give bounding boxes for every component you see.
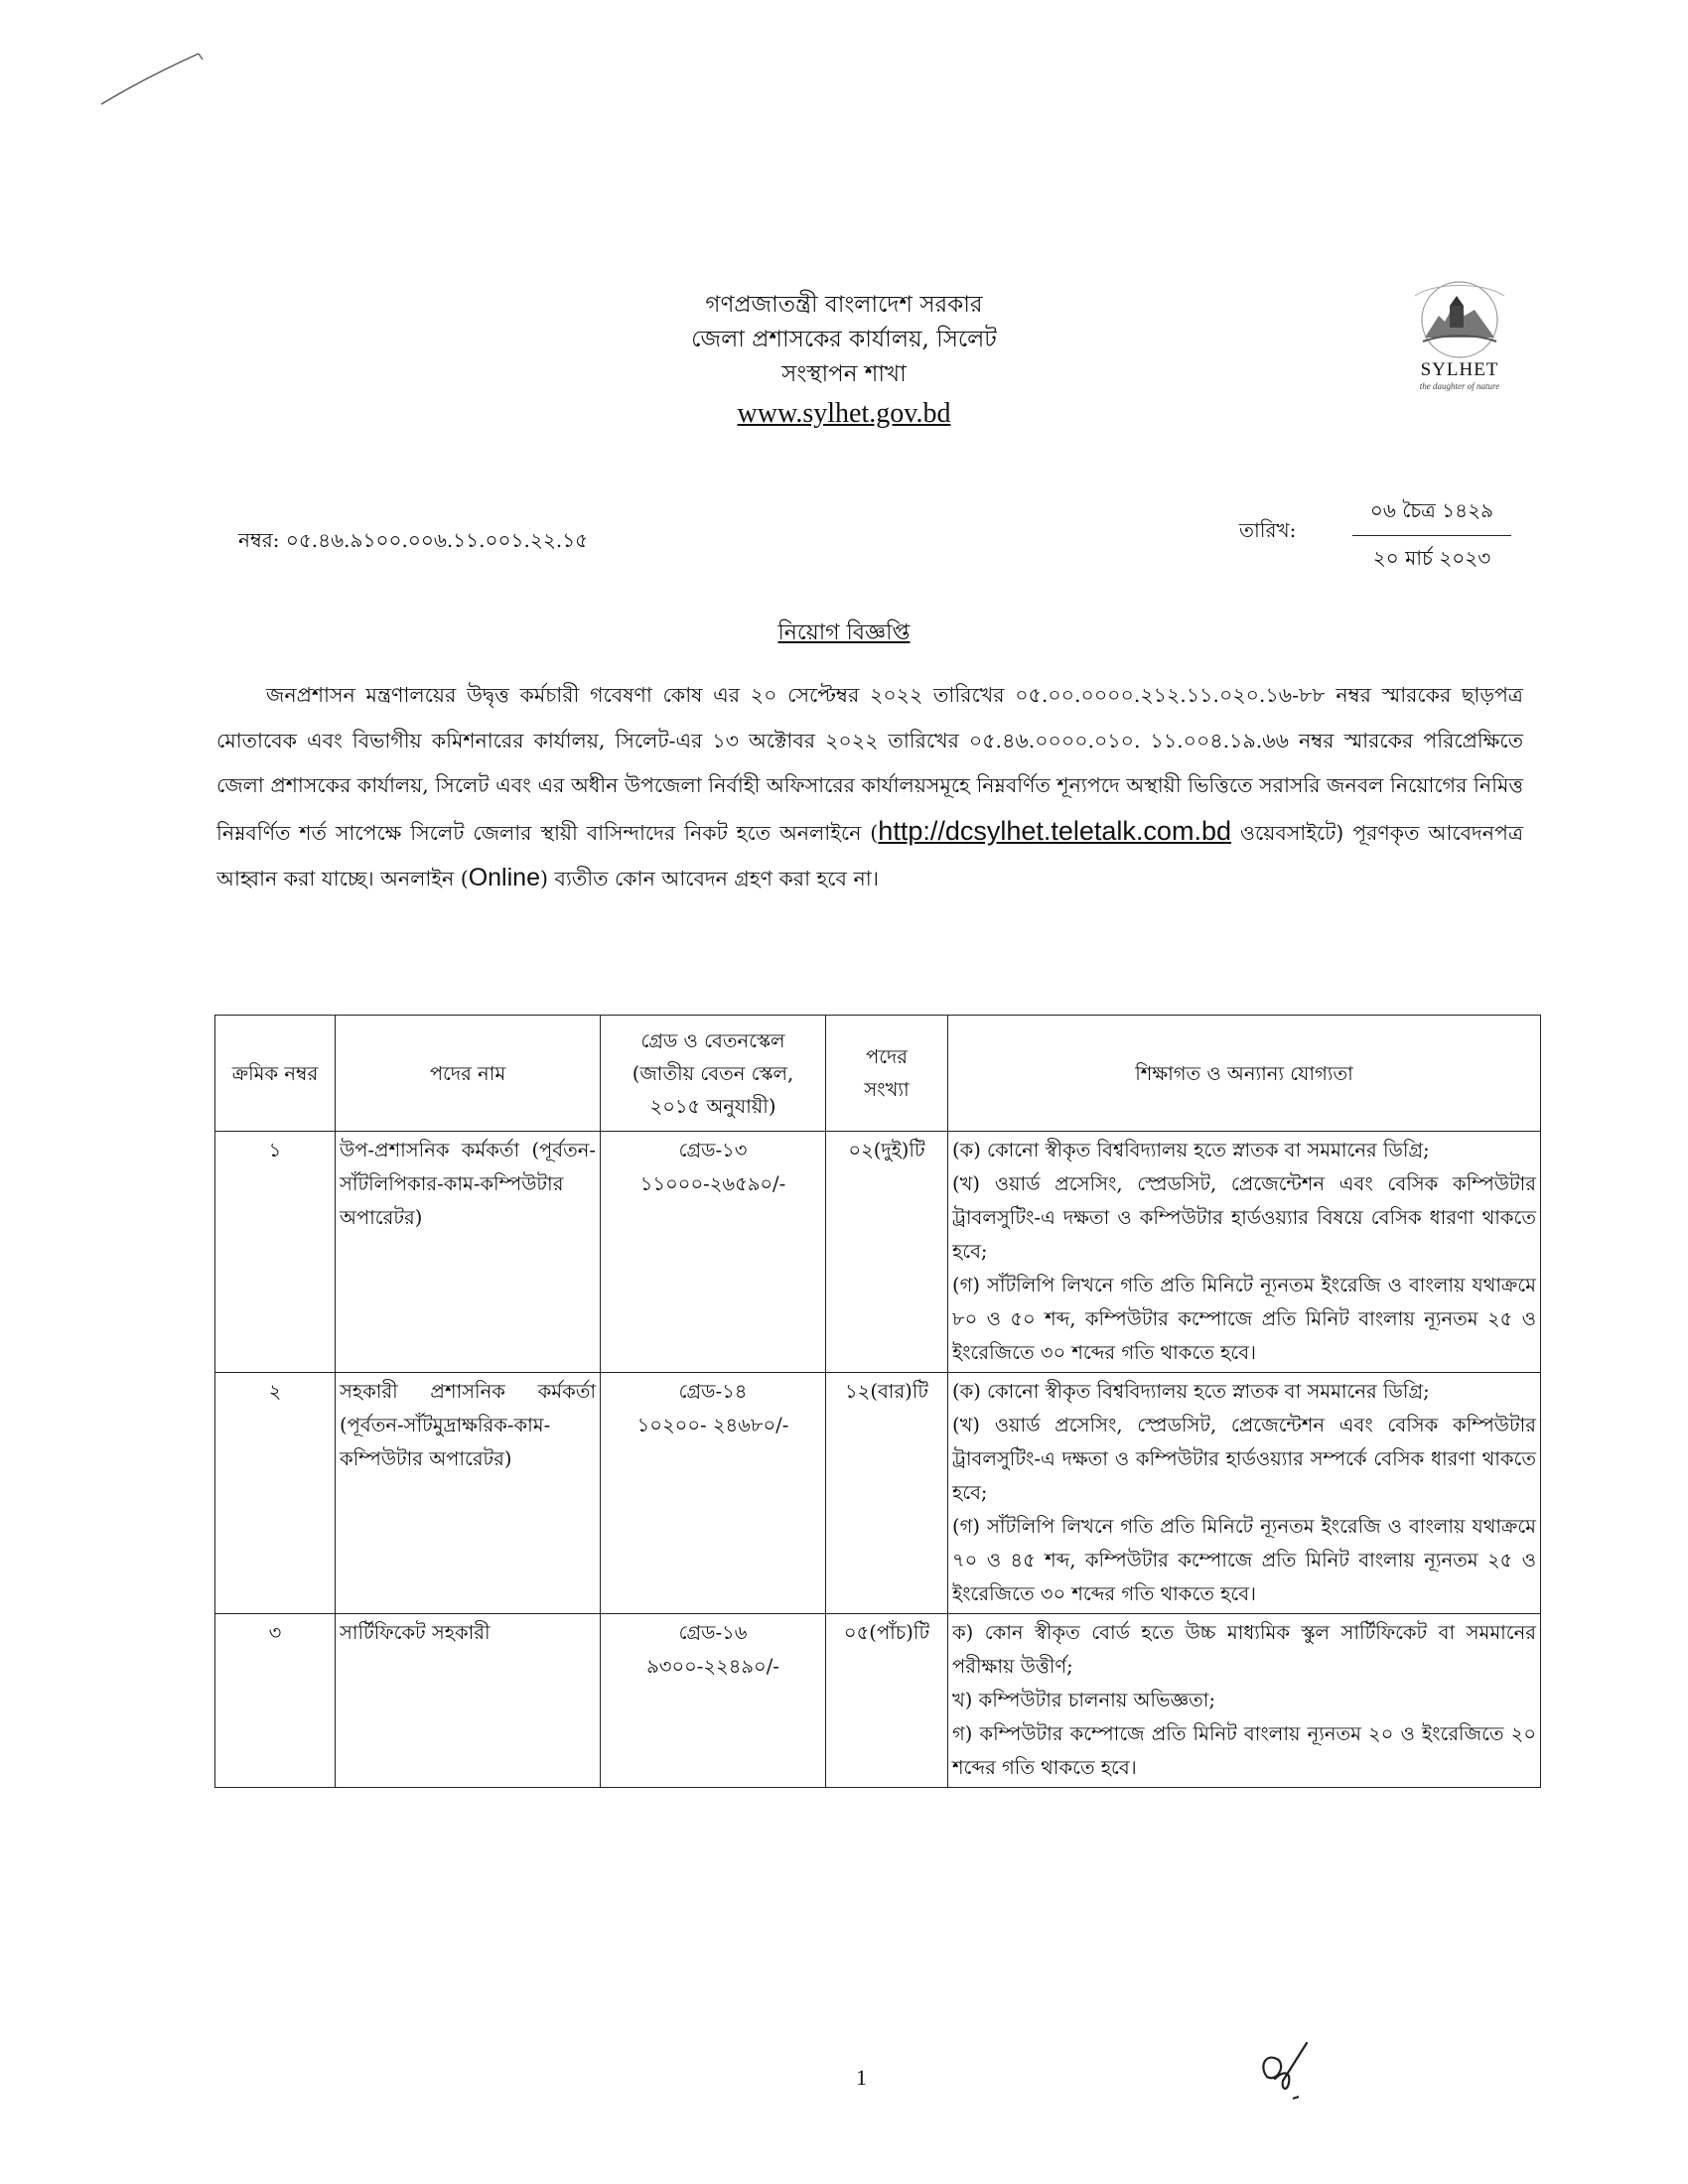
header-count-line2: সংখ্যা (864, 1078, 910, 1101)
logo-emblem-icon (1395, 276, 1524, 361)
row-pay-scale: ৯৩০০-২২৪৯০/- (646, 1655, 779, 1678)
header-grade (601, 1016, 826, 1132)
row-count: ০৫(পাঁচ)টি (826, 1614, 948, 1788)
row-serial: ২ (215, 1373, 336, 1614)
pen-mark (99, 50, 209, 109)
signature-mark (1253, 2037, 1333, 2107)
row-count: ০২(দুই)টি (826, 1132, 948, 1373)
table-header-row (215, 1016, 1541, 1132)
header-grade-line1: গ্রেড ও বেতনস্কেল (640, 1028, 785, 1052)
notice-title: নিয়োগ বিজ্ঞপ্তি (777, 620, 911, 645)
qualification-item: (খ) ওয়ার্ড প্রসেসিং, স্প্রেডসিট, প্রেজেন্টেশন এবং বেসিক কম্পিউটার ট্রাবলসুটিং-এ দক্ষতা ও কম্পিউটার হার্ডওয়্যার বিষয়ে বেসিক ধারণা থাকতে হবে; (952, 1172, 1536, 1263)
header-grade-line3: ২০১৫ অনুযায়ী) (649, 1094, 776, 1118)
row-grade-name: গ্রেড-১৩ (678, 1139, 748, 1161)
row-post: সার্টিফিকেট সহকারী (336, 1614, 601, 1788)
date-block (1352, 496, 1511, 577)
notice-title-wrap (0, 615, 1688, 652)
row-grade-name: গ্রেড-১৪ (678, 1380, 748, 1403)
row-qualifications (948, 1373, 1541, 1614)
website-link[interactable]: www.sylhet.gov.bd (737, 398, 951, 429)
qualification-item: (গ) সাঁটলিপি লিখনে গতি প্রতি মিনিটে ন্যূনতম ইংরেজি ও বাংলায় যথাক্রমে ৭০ ও ৪৫ শব্দ, কম্পিউটার কম্পোজে প্রতি মিনিট বাংলায় ন্যূনতম ২৫ ও ইংরেজিতে ৩০ শব্দের গতি থাকতে হবে। (952, 1515, 1536, 1605)
table-row (215, 1614, 1541, 1788)
notice-body (216, 673, 1523, 902)
row-serial: ৩ (215, 1614, 336, 1788)
row-count: ১২(বার)টি (826, 1373, 948, 1614)
logo-tagline: the daughter of nature (1419, 381, 1500, 391)
header-count (826, 1016, 948, 1132)
government-name: গণপ্রজাতন্ত্রী বাংলাদেশ সরকার (705, 292, 983, 318)
header-qualification: শিক্ষাগত ও অন্যান্য যোগ্যতা (948, 1016, 1541, 1132)
vacancy-table (214, 1015, 1541, 1788)
table-row (215, 1373, 1541, 1614)
row-post: সহকারী প্রশাসনিক কর্মকর্তা (পূর্বতন-সাঁটমুদ্রাক্ষরিক-কাম-কম্পিউটার অপারেটর) (336, 1373, 601, 1614)
row-serial: ১ (215, 1132, 336, 1373)
qualification-item: (গ) সাঁটলিপি লিখনে গতি প্রতি মিনিটে ন্যূনতম ইংরেজি ও বাংলায় যথাক্রমে ৮০ ও ৫০ শব্দ, কম্পিউটার কম্পোজে প্রতি মিনিট বাংলায় ন্যূনতম ২৫ ও ইংরেজিতে ৩০ শব্দের গতি থাকতে হবে। (952, 1274, 1536, 1364)
date-label: তারিখ: (1239, 518, 1297, 542)
qualification-item: (ক) কোনো স্বীকৃত বিশ্ববিদ্যালয় হতে স্নাতক বা সমমানের ডিগ্রি; (952, 1380, 1430, 1403)
notice-body-part2: ওয়েবসাইটে) পূরণকৃত আবেদনপত্র আহ্বান করা যাচ্ছে। অনলাইন ( (216, 820, 1524, 890)
sylhet-logo (1395, 276, 1524, 410)
page-number: 1 (856, 2065, 867, 2090)
logo-city-name: SYLHET (1420, 359, 1499, 380)
office-name: জেলা প্রশাসকের কার্যালয়, সিলেট (691, 327, 997, 352)
notice-body-part1: জনপ্রশাসন মন্ত্রণালয়ের উদ্বৃত্ত কর্মচারী গবেষণা কোষ এর ২০ সেপ্টেম্বর ২০২২ তারিখের ০৫.০০.০০০০.২১২.১১.০২০.১৬-৮৮ নম্বর স্মারকের ছাড়পত্র মোতাবেক এবং বিভাগীয় কমিশনারের কার্যালয়, সিলেট-এর ১৩ অক্টোবর ২০২২ তারিখের ০৫.৪৬.০০০০.০১০. ১১.০০৪.১৯.৬৬ নম্বর স্মারকের পরিপ্রেক্ষিতে জেলা প্রশাসকের কার্যালয়, সিলেট এবং এর অধীন উপজেলা নির্বাহী অফিসারের কার্যালয়সমূহে নিম্নবর্ণিত শূন্যপদে অস্থায়ী ভিত্তিতে সরাসরি জনবল নিয়োগের নিমিত্ত নিম্নবর্ণিত শর্ত সাপেক্ষে সিলেট জেলার স্থায়ী বাসিন্দাদের নিকট হতে অনলাইনে ( (216, 683, 1523, 845)
date-bangla: ০৬ চৈত্র ১৪২৯ (1352, 496, 1511, 536)
row-pay-scale: ১০২০০- ২৪৬৮০/- (636, 1414, 789, 1436)
qualification-item: খ) কম্পিউটার চালনায় অভিজ্ঞতা; (952, 1689, 1216, 1711)
header-grade-line2: (জাতীয় বেতন স্কেল, (632, 1061, 794, 1085)
notice-body-part3: ) ব্যতীত কোন আবেদন গ্রহণ করা হবে না। (539, 867, 879, 890)
header-serial: ক্রমিক নম্বর (215, 1016, 336, 1132)
row-grade (601, 1614, 826, 1788)
date-english: ২০ মার্চ ২০২৩ (1372, 546, 1491, 570)
application-url-link[interactable]: http://dcsylhet.teletalk.com.bd (878, 815, 1231, 846)
row-post: উপ-প্রশাসনিক কর্মকর্তা (পূর্বতন-সাঁটলিপিকার-কাম-কম্পিউটার অপারেটর) (336, 1132, 601, 1373)
row-grade (601, 1132, 826, 1373)
row-pay-scale: ১১০০০-২৬৫৯০/- (639, 1172, 786, 1195)
header-post: পদের নাম (336, 1016, 601, 1132)
online-word: Online (468, 864, 540, 891)
header-count-line1: পদের (865, 1045, 909, 1068)
row-qualifications (948, 1132, 1541, 1373)
qualification-item: গ) কম্পিউটার কম্পোজে প্রতি মিনিট বাংলায় ন্যূনতম ২০ ও ইংরেজিতে ২০ শব্দের গতি থাকতে হবে। (952, 1722, 1536, 1779)
qualification-item: ক) কোন স্বীকৃত বোর্ড হতে উচ্চ মাধ্যমিক স্কুল সার্টিফিকেট বা সমমানের পরীক্ষায় উত্তীর্ণ; (952, 1621, 1536, 1678)
qualification-item: (ক) কোনো স্বীকৃত বিশ্ববিদ্যালয় হতে স্নাতক বা সমমানের ডিগ্রি; (952, 1139, 1430, 1161)
table-row (215, 1132, 1541, 1373)
row-grade (601, 1373, 826, 1614)
memo-number: নম্বর: ০৫.৪৬.৯১০০.০০৬.১১.০০১.২২.১৫ (238, 528, 589, 552)
section-name: সংস্থাপন শাখা (781, 361, 907, 387)
qualification-item: (খ) ওয়ার্ড প্রসেসিং, স্প্রেডসিট, প্রেজেন্টেশন এবং বেসিক কম্পিউটার ট্রাবলসুটিং-এ দক্ষতা ও কম্পিউটার হার্ডওয়্যার সম্পর্কে বেসিক ধারণা থাকতে হবে; (952, 1414, 1536, 1504)
row-grade-name: গ্রেড-১৬ (678, 1621, 748, 1644)
row-qualifications (948, 1614, 1541, 1788)
